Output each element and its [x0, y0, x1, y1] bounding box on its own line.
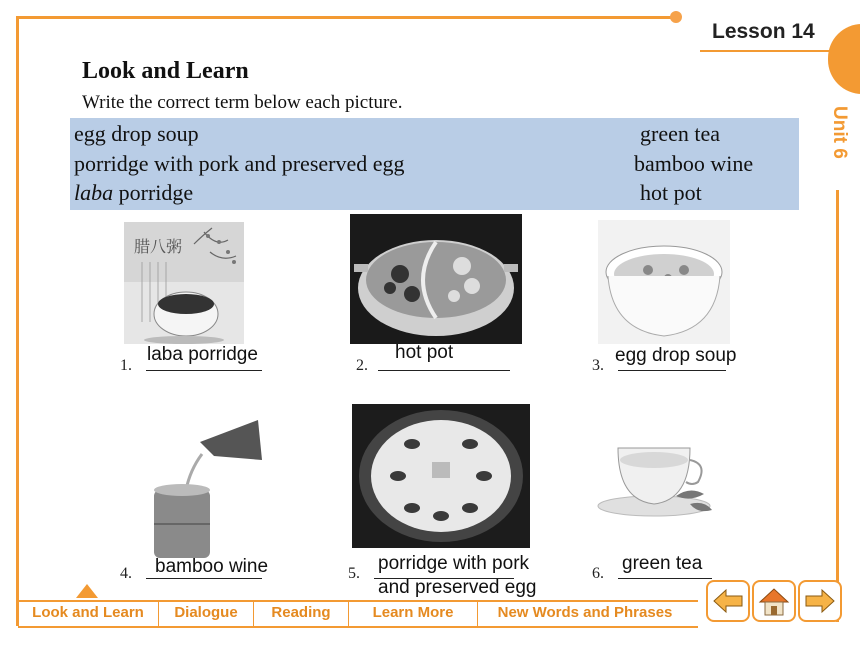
word-bank-rest: porridge	[118, 180, 194, 205]
answer-blank	[618, 370, 726, 371]
word-bank-item: green tea	[640, 121, 720, 146]
frame-left-line	[16, 16, 19, 626]
pork-porridge-photo	[352, 404, 530, 548]
answer-blank	[378, 370, 510, 371]
picture-number: 6.	[592, 565, 604, 582]
bamboo-wine-photo	[150, 420, 266, 560]
word-bank-item: egg drop soup	[74, 121, 199, 146]
left-arrow-icon	[708, 582, 748, 620]
tab-dialogue[interactable]: Dialogue	[159, 600, 254, 626]
answer-text: green tea	[622, 553, 703, 574]
answer-blank	[146, 370, 262, 371]
page-title: Look and Learn	[82, 58, 249, 84]
word-bank-item: porridge with pork and preserved egg	[74, 151, 405, 176]
tab-reading[interactable]: Reading	[254, 600, 349, 626]
picture-number: 5.	[348, 565, 360, 582]
hot-pot-photo	[350, 214, 522, 344]
answer-text: egg drop soup	[615, 345, 737, 366]
picture-number: 3.	[592, 357, 604, 374]
home-button[interactable]	[752, 580, 796, 622]
word-bank	[70, 118, 799, 210]
answer-blank	[146, 578, 262, 579]
picture-number: 4.	[120, 565, 132, 582]
corner-decoration	[828, 24, 860, 94]
green-tea-photo	[594, 424, 718, 524]
answer-text: and preserved egg	[378, 577, 537, 598]
tab-look-and-learn[interactable]: Look and Learn	[18, 600, 159, 626]
answer-text: porridge with pork	[378, 553, 530, 574]
answer-text: bamboo wine	[155, 556, 269, 577]
word-bank-item: hot pot	[640, 180, 702, 205]
nav-bottom-border	[18, 626, 698, 628]
answer-text: hot pot	[395, 342, 454, 363]
instruction-text: Write the correct term below each picture.	[82, 92, 403, 113]
unit-side-line	[836, 190, 839, 622]
picture-number: 1.	[120, 357, 132, 374]
unit-label: Unit 6	[829, 106, 850, 159]
egg-drop-soup-photo	[598, 220, 730, 344]
tab-new-words-and-phrases[interactable]: New Words and Phrases	[497, 604, 673, 621]
frame-top-line	[16, 16, 676, 19]
active-tab-indicator	[76, 584, 98, 598]
frame-dot	[670, 11, 682, 23]
tab-learn-more[interactable]: Learn More	[349, 600, 478, 626]
home-icon	[754, 582, 794, 620]
word-bank-item	[74, 180, 193, 206]
answer-blank	[618, 578, 712, 579]
lesson-label: Lesson 14	[712, 20, 815, 43]
laba-porridge-photo	[124, 222, 244, 344]
lesson-underline	[700, 50, 830, 52]
next-button[interactable]	[798, 580, 842, 622]
answer-text: laba porridge	[147, 344, 258, 365]
word-bank-item: bamboo wine	[634, 151, 754, 176]
word-bank-italic: laba	[74, 180, 114, 205]
svg-text:腊八粥: 腊八粥	[134, 239, 183, 256]
picture-number: 2.	[356, 357, 368, 374]
right-arrow-icon	[800, 582, 840, 620]
back-button[interactable]	[706, 580, 750, 622]
bottom-nav	[18, 600, 698, 627]
